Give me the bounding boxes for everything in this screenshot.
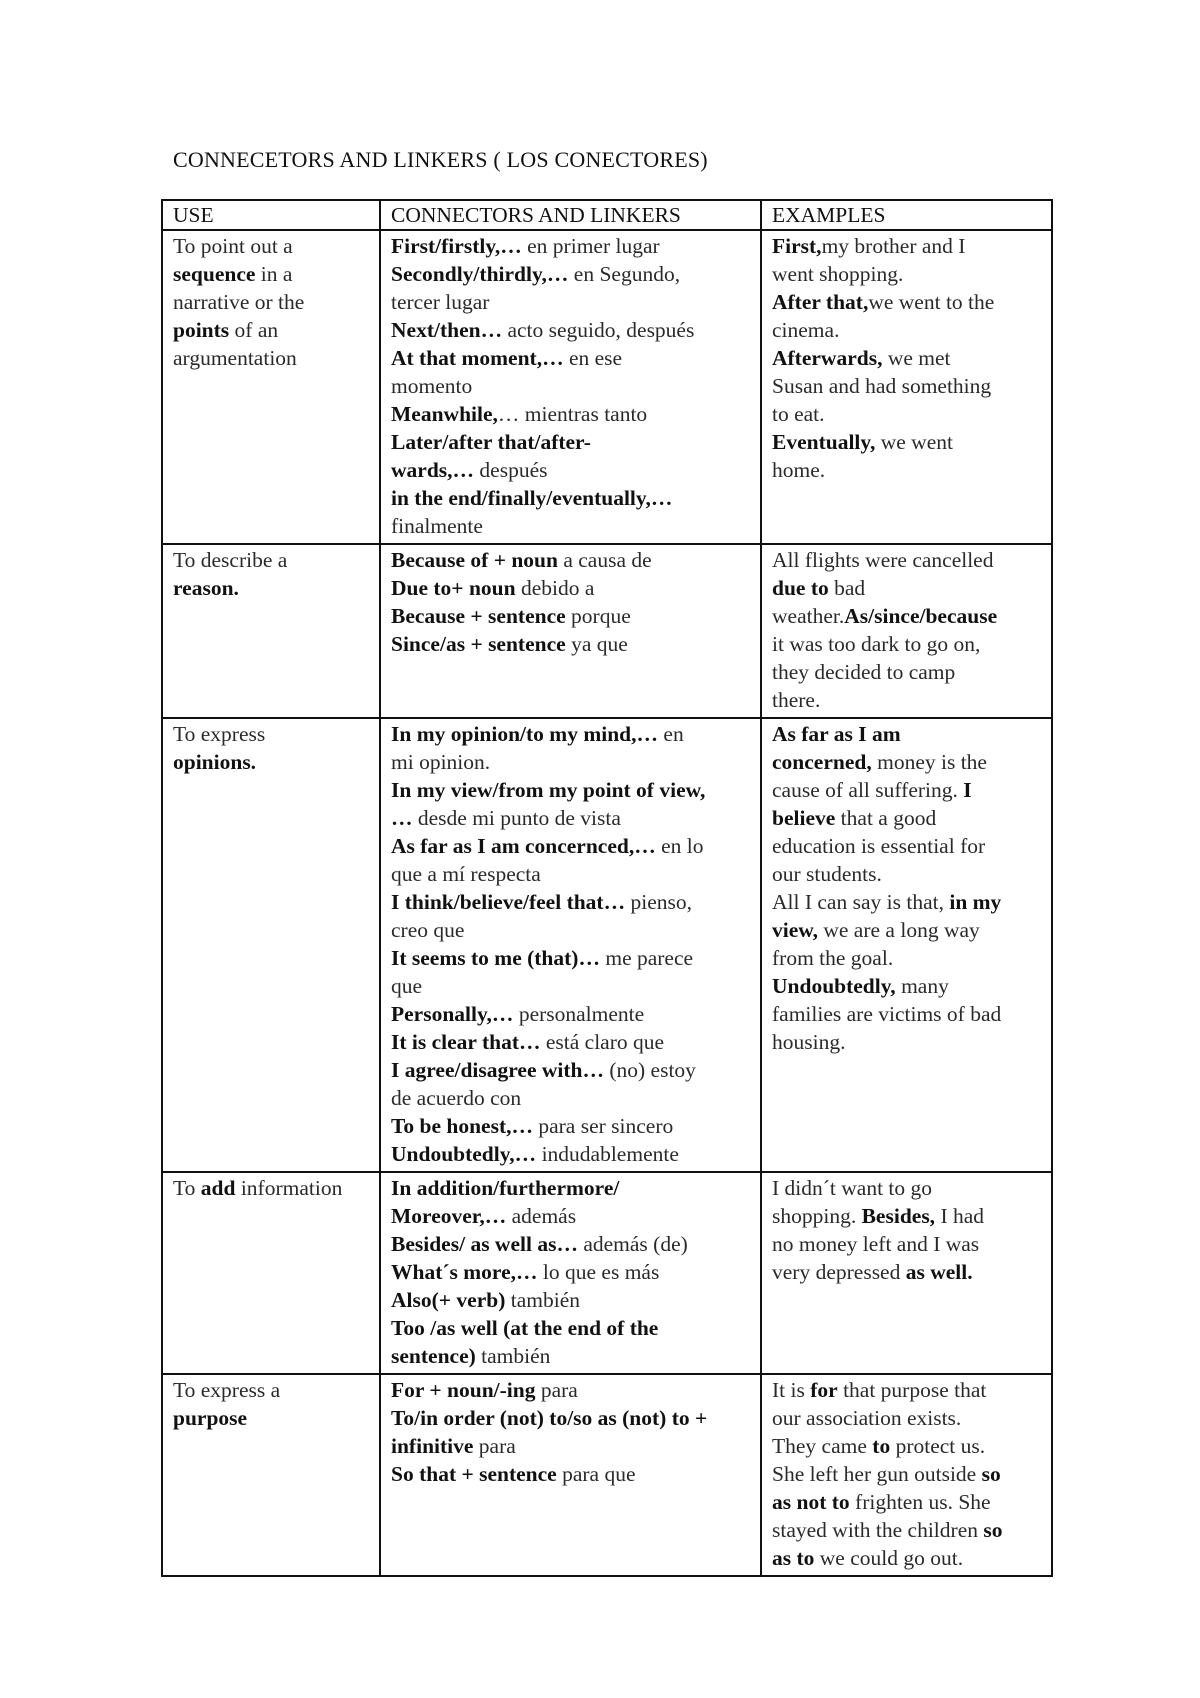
text: we went to the [868,290,995,314]
cell-line [772,1202,1041,1230]
text: They came [772,1434,873,1458]
use-cell [162,718,380,1172]
text: information [235,1176,343,1200]
bold-text: Undoubtedly,… [391,1142,537,1166]
text: that purpose that [837,1378,987,1402]
bold-text: view, [772,918,818,942]
text: debido a [515,576,595,600]
text: finalmente [391,514,483,538]
text: housing. [772,1030,846,1054]
text: que [391,974,423,998]
cell-line [772,720,1041,748]
text: tercer lugar [391,290,490,314]
bold-text: add [200,1176,236,1200]
bold-text: as not to [772,1490,850,1514]
bold-text: Next/then… [391,318,503,342]
cell-line [391,748,750,776]
text: All I can say is that, [772,890,950,914]
text: acto seguido, después [502,318,695,342]
cell-line [772,1460,1041,1488]
bold-text: sequence [173,262,256,286]
cell-line [391,1084,750,1112]
text: desde mi punto de vista [412,806,621,830]
text: Susan and had something [772,374,992,398]
examples-cell [761,1374,1052,1576]
text: a causa de [557,548,652,572]
text: también [505,1288,580,1312]
bold-text: wards,… [391,458,475,482]
use-cell [162,230,380,544]
cell-line [772,372,1041,400]
text: está claro que [540,1030,665,1054]
text: momento [391,374,473,398]
cell-line [391,1056,750,1084]
text: en lo [655,834,704,858]
cell-line [772,1404,1041,1432]
cell-line [173,1404,369,1432]
cell-line [391,428,750,456]
bold-text: to [872,1434,891,1458]
connectors-cell [380,1172,761,1374]
text: narrative or the [173,290,305,314]
bold-text: So that + sentence [391,1462,557,1486]
text: I had [935,1204,985,1228]
cell-line [173,1174,369,1202]
cell-line [772,832,1041,860]
cell-line [391,720,750,748]
bold-text: What´s more,… [391,1260,538,1284]
text: además (de) [577,1232,688,1256]
use-cell [162,1172,380,1374]
text: our association exists. [772,1406,962,1430]
cell-line [772,972,1041,1000]
cell-line [391,1314,750,1342]
text: cause of all suffering. [772,778,964,802]
bold-text: Afterwards, [772,346,883,370]
text: that a good [835,806,937,830]
text: To [173,1176,201,1200]
text: To express [173,722,266,746]
bold-text: opinions. [173,750,257,774]
bold-text: In my opinion/to my mind,… [391,722,659,746]
text: from the goal. [772,946,894,970]
text: went shopping. [772,262,904,286]
bold-text: infinitive [391,1434,474,1458]
bold-text: Personally,… [391,1002,514,1026]
text: many [895,974,949,998]
text: para que [556,1462,636,1486]
cell-line [391,260,750,288]
text: que a mí respecta [391,862,541,886]
cell-line [391,574,750,602]
text: we are a long way [817,918,980,942]
cell-line [173,720,369,748]
text: She left her gun outside [772,1462,982,1486]
text: in a [255,262,293,286]
cell-line [772,944,1041,972]
cell-line [772,574,1041,602]
cell-line [772,428,1041,456]
bold-text: in my [949,890,1002,914]
cell-line [391,456,750,484]
use-cell [162,544,380,718]
cell-line [173,574,369,602]
text: home. [772,458,826,482]
bold-text: I [963,778,972,802]
cell-line [772,400,1041,428]
bold-text: As far as I am [772,722,901,746]
cell-line [391,944,750,972]
bold-text: Undoubtedly, [772,974,896,998]
cell-line [173,288,369,316]
table-row [162,1374,1052,1576]
connectors-cell [380,1374,761,1576]
text: they decided to camp [772,660,956,684]
cell-line [391,1202,750,1230]
text: ya que [565,632,628,656]
cell-line [391,400,750,428]
text: to eat. [772,402,825,426]
cell-line [772,316,1041,344]
cell-line [391,1342,750,1370]
cell-line [173,316,369,344]
cell-line [173,260,369,288]
cell-line [391,1028,750,1056]
bold-text: In my view/from my point of view, [391,778,706,802]
cell-line [391,630,750,658]
text: there. [772,688,821,712]
text: it was too dark to go on, [772,632,981,656]
cell-line [772,1258,1041,1286]
cell-line [391,372,750,400]
cell-line [772,1028,1041,1056]
bold-text: For + noun/-ing [391,1378,536,1402]
cell-line [391,288,750,316]
bold-text: In addition/furthermore/ [391,1176,620,1200]
text: shopping. [772,1204,862,1228]
bold-text: Besides/ as well as… [391,1232,578,1256]
connectors-cell [380,230,761,544]
cell-line [391,1112,750,1140]
bold-text: After that, [772,290,869,314]
text: para [473,1434,516,1458]
text: para ser sincero [532,1114,674,1138]
text: our students. [772,862,882,886]
bold-text: Too /as well (at the end of the [391,1316,659,1340]
examples-cell [761,544,1052,718]
examples-cell [761,230,1052,544]
bold-text: sentence) [391,1344,476,1368]
bold-text: As far as I am concernced,… [391,834,656,858]
cell-line [391,1140,750,1168]
bold-text: First/firstly,… [391,234,522,258]
bold-text: as to [772,1546,815,1570]
bold-text: believe [772,806,836,830]
bold-text: Because of + noun [391,548,558,572]
bold-text: … [391,806,413,830]
bold-text: To be honest,… [391,1114,533,1138]
cell-line [772,686,1041,714]
bold-text: so [981,1462,1001,1486]
text: en primer lugar [521,234,660,258]
cell-line [391,1376,750,1404]
text: my brother and I [821,234,966,258]
cell-line [173,232,369,260]
cell-line [391,232,750,260]
cell-line [772,602,1041,630]
bold-text: First, [772,234,822,258]
cell-line [391,546,750,574]
text: lo que es más [537,1260,660,1284]
cell-line [391,1432,750,1460]
cell-line [772,860,1041,888]
cell-line [391,972,750,1000]
cell-line [772,1376,1041,1404]
bold-text: Since/as + sentence [391,632,566,656]
text: bad [828,576,866,600]
bold-text: Because + sentence [391,604,566,628]
bold-text: concerned, [772,750,872,774]
cell-line [772,630,1041,658]
text: en Segundo, [568,262,681,286]
cell-line [391,860,750,888]
text: cinema. [772,318,840,342]
cell-line [173,546,369,574]
cell-line [173,1376,369,1404]
table-row [162,718,1052,1172]
cell-line [391,344,750,372]
text: pienso, [625,890,692,914]
cell-line [391,804,750,832]
cell-line [772,888,1041,916]
text: weather. [772,604,845,628]
connectors-cell [380,544,761,718]
cell-line [772,344,1041,372]
text: no money left and I was [772,1232,980,1256]
cell-line [772,1544,1041,1572]
text: we could go out. [814,1546,964,1570]
text: después [474,458,548,482]
page-title: CONNECETORS AND LINKERS ( LOS CONECTORES) [173,147,708,172]
text: we met [882,346,951,370]
cell-line [772,260,1041,288]
cell-line [772,804,1041,832]
bold-text: Later/after that/after- [391,430,591,454]
cell-line [772,1000,1041,1028]
text: de acuerdo con [391,1086,522,1110]
cell-line [391,1404,750,1432]
cell-line [173,344,369,372]
text: I didn´t want to go [772,1176,933,1200]
cell-line [772,1230,1041,1258]
text: To express a [173,1378,281,1402]
bold-text: Eventually, [772,430,876,454]
text: porque [565,604,631,628]
cell-line [772,1488,1041,1516]
cell-line [173,748,369,776]
bold-text: purpose [173,1406,248,1430]
bold-text: To/in order (not) to/so as (not) to + [391,1406,708,1430]
cell-line [391,316,750,344]
cell-line [772,232,1041,260]
bold-text: in the end/finally/eventually,… [391,486,673,510]
header-examples: EXAMPLES [761,200,1052,230]
bold-text: reason. [173,576,239,600]
cell-line [391,1286,750,1314]
text: frighten us. She [849,1490,991,1514]
bold-text: as well. [905,1260,973,1284]
text: education is essential for [772,834,986,858]
text: families are victims of bad [772,1002,1002,1026]
text: To point out a [173,234,293,258]
cell-line [391,888,750,916]
text: en ese [563,346,623,370]
table-row [162,544,1052,718]
text: personalmente [513,1002,645,1026]
table-row [162,1172,1052,1374]
cell-line [772,1432,1041,1460]
cell-line [772,776,1041,804]
cell-line [391,1174,750,1202]
cell-line [391,512,750,540]
cell-line [391,484,750,512]
text: … mientras tanto [497,402,648,426]
bold-text: Meanwhile, [391,402,498,426]
cell-line [391,602,750,630]
bold-text: due to [772,576,829,600]
bold-text: It is clear that… [391,1030,541,1054]
bold-text: Besides, [861,1204,936,1228]
cell-line [391,1258,750,1286]
text: To describe a [173,548,288,572]
text: además [506,1204,577,1228]
cell-line [772,1174,1041,1202]
cell-line [772,916,1041,944]
bold-text: Due to+ noun [391,576,516,600]
table-header-row [162,200,1052,230]
bold-text: Moreover,… [391,1204,507,1228]
bold-text: points [173,318,230,342]
cell-line [391,1000,750,1028]
connectors-cell [380,718,761,1172]
examples-cell [761,1172,1052,1374]
text: we went [875,430,953,454]
cell-line [772,1516,1041,1544]
bold-text: I agree/disagree with… [391,1058,604,1082]
cell-line [772,748,1041,776]
header-connectors: CONNECTORS AND LINKERS [380,200,761,230]
bold-text: I think/believe/feel that… [391,890,626,914]
text: mi opinion. [391,750,491,774]
cell-line [772,658,1041,686]
text: indudablemente [536,1142,679,1166]
text: creo que [391,918,465,942]
cell-line [391,832,750,860]
cell-line [391,1460,750,1488]
cell-line [391,1230,750,1258]
bold-text: As/since/because [844,604,998,628]
cell-line [391,916,750,944]
text: argumentation [173,346,297,370]
cell-line [772,546,1041,574]
text: (no) estoy [603,1058,696,1082]
text: money is the [871,750,987,774]
text: It is [772,1378,811,1402]
text: All flights were cancelled [772,548,994,572]
bold-text: for [810,1378,838,1402]
bold-text: Secondly/thirdly,… [391,262,569,286]
bold-text: At that moment,… [391,346,564,370]
bold-text: It seems to me (that)… [391,946,600,970]
use-cell [162,1374,380,1576]
table-row [162,230,1052,544]
bold-text: Also(+ verb) [391,1288,506,1312]
text: también [475,1344,551,1368]
bold-text: so [983,1518,1003,1542]
header-use: USE [162,200,380,230]
examples-cell [761,718,1052,1172]
cell-line [772,288,1041,316]
text: of an [229,318,279,342]
text: para [535,1378,578,1402]
text: very depressed [772,1260,906,1284]
text: en [658,722,684,746]
cell-line [391,776,750,804]
text: protect us. [890,1434,986,1458]
cell-line [772,456,1041,484]
connectors-table [161,199,1053,1577]
text: me parece [599,946,694,970]
text: stayed with the children [772,1518,984,1542]
